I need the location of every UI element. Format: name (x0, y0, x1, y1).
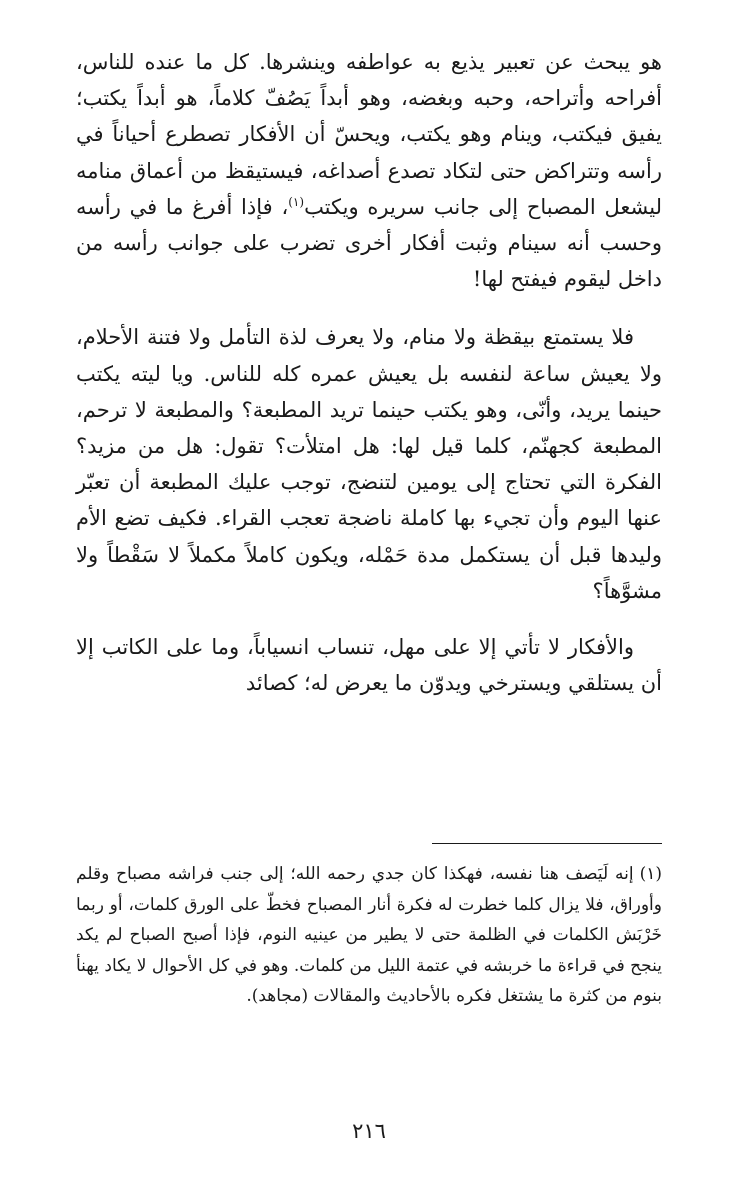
paragraph-1 (76, 44, 662, 297)
paragraph-1-text-a: هو يبحث عن تعبير يذيع به عواطفه وينشرها. كل ما عنده للناس، أفراحه وأتراحه، وحبه وبغضه، وهو أبداً يَصُفّ كلاماً، هو أبداً يكتب؛ يفيق فيكتب، وينام وهو يكتب، ويحسّ أن الأفكار تصطرع أحياناً في رأسه وتتراكض حتى لتكاد تصدع أصداغه، فيستيقظ من أعماق منامه ليشعل المصباح إلى جانب سريره ويكتب (76, 50, 662, 219)
footnote-text: إنه لَيَصف هنا نفسه، فهكذا كان جدي رحمه الله؛ إلى جنب فراشه مصباح وقلم وأوراق، فلا يزال كلما خطرت له فكرة أنار المصباح فخطّ على الورق كلمات، أو ربما خَرْبَش الكلمات في الظلمة حتى لا يطير من عينيه النوم، فإذا أصبح الصباح لم يكد ينجح في قراءة ما خربشه في عتمة الليل من كلمات. وهو في كل الأحوال لا يكاد يهنأ بنوم من كثرة ما يشتغل فكره بالأحاديث والمقالات (مجاهد). (76, 864, 662, 1006)
footnote (76, 859, 662, 1012)
footnote-reference: (١) (288, 194, 305, 209)
paragraph-2: فلا يستمتع بيقظة ولا منام، ولا يعرف لذة التأمل ولا فتنة الأحلام، ولا يعيش ساعة لنفسه بل يعيش عمره كله للناس. ويا ليته يكتب حينما يريد، وأنّى، وهو يكتب حينما تريد المطبعة؟ والمطبعة لا ترحم، المطبعة كجهنّم، كلما قيل لها: هل امتلأت؟ تقول: هل من مزيد؟ الفكرة التي تحتاج إلى يومين لتنضج، توجب عليك المطبعة أن تعبّر عنها اليوم وأن تجيء بها كاملة ناضجة تعجب القراء. فكيف تضع الأم وليدها قبل أن يستكمل مدة حَمْله، ويكون كاملاً مكملاً لا سَقْطاً ولا مشوَّهاً؟ (76, 325, 662, 603)
paragraph-1-text-b: ، فإذا أفرغ ما في رأسه وحسب أنه سينام وثبت أفكار أخرى تضرب على جوانب رأسه من داخل ليقوم فيفتح لها! (76, 194, 662, 292)
footnote-separator (432, 843, 662, 844)
book-page (76, 44, 662, 1193)
page-number: ٢١٦ (352, 1119, 386, 1143)
paragraph-3: والأفكار لا تأتي إلا على مهل، تنساب انسياباً، وما على الكاتب إلا أن يستلقي ويسترخي ويدوّن ما يعرض له؛ كصائد (76, 635, 662, 696)
footnote-number: (١) (639, 864, 662, 884)
